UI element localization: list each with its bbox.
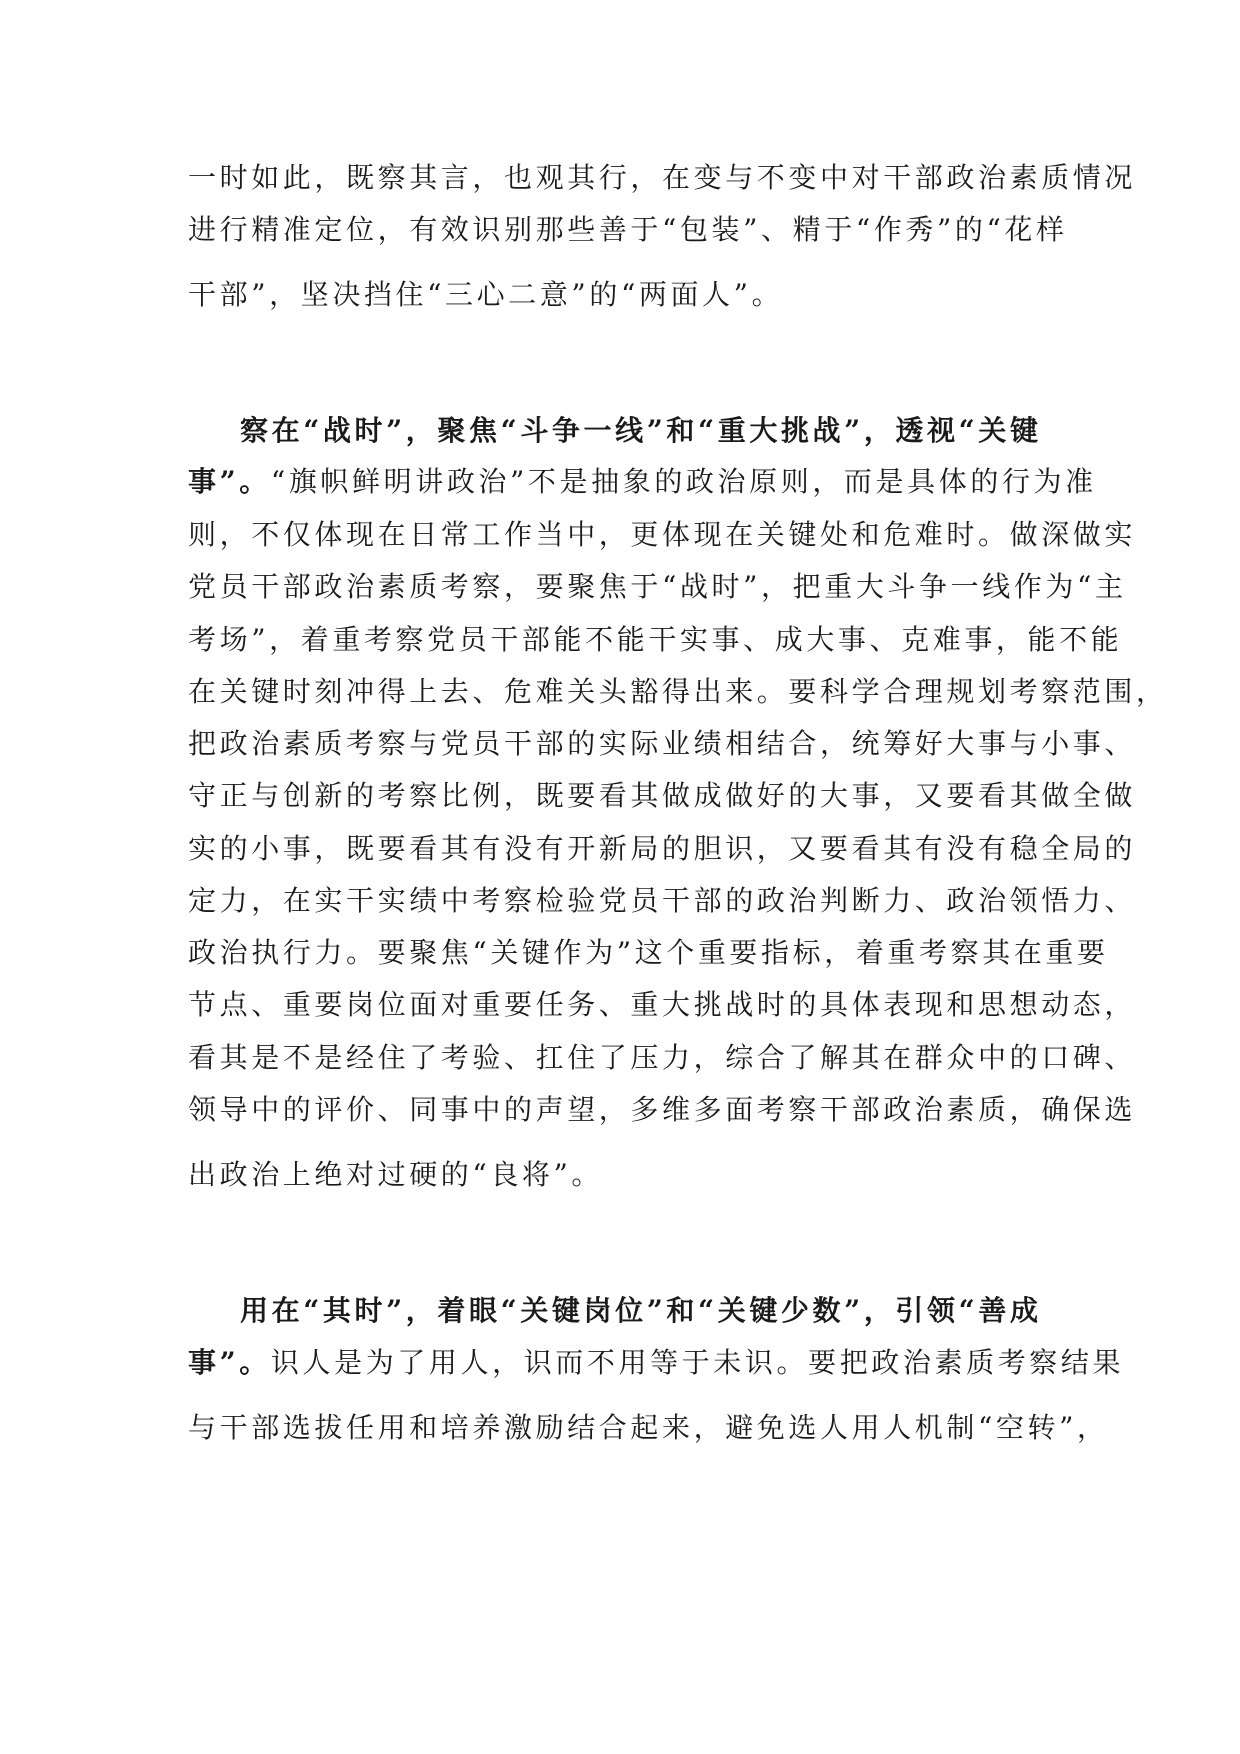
p2-line-4: 党员干部政治素质考察，要聚焦于“战时”，把重大斗争一线作为“主: [188, 570, 1127, 603]
p1-line-1: 一时如此，既察其言，也观其行，在变与不变中对干部政治素质情况: [188, 161, 1137, 194]
p2-line-9: 实的小事，既要看其有没有开新局的胆识，又要看其有没有稳全局的: [188, 832, 1137, 865]
p2-line-12: 节点、重要岗位面对重要任务、重大挑战时的具体表现和思想动态，: [188, 988, 1137, 1021]
p2-line-5: 考场”，着重考察党员干部能不能干实事、成大事、克难事，能不能: [188, 623, 1123, 656]
p1-line-2: 进行精准定位，有效识别那些善于“包装”、精于“作秀”的“花样: [188, 213, 1068, 246]
p3-line-2: [188, 1343, 1125, 1383]
p2-line-3: 则，不仅体现在日常工作当中，更体现在关键处和危难时。做深做实: [188, 518, 1137, 551]
p3-heading-line: 用在“其时”，着眼“关键岗位”和“关键少数”，引领“善成: [240, 1294, 1042, 1327]
p3-line-2-text: 识人是为了用人，识而不用等于未识。要把政治素质考察结果: [270, 1346, 1125, 1379]
p1-line-3: 干部”，坚决挡住“三心二意”的“两面人”。: [188, 278, 784, 311]
p2-heading-line: 察在“战时”，聚焦“斗争一线”和“重大挑战”，透视“关键: [240, 414, 1042, 447]
p2-line-14: 领导中的评价、同事中的声望，多维多面考察干部政治素质，确保选: [188, 1093, 1137, 1126]
p2-line-7: 把政治素质考察与党员干部的实际业绩相结合，统筹好大事与小事、: [188, 727, 1137, 760]
p3-heading-end: 事”。: [188, 1346, 271, 1379]
p2-heading-end: 事”。: [188, 465, 271, 498]
p2-line-15: 出政治上绝对过硬的“良将”。: [188, 1158, 604, 1191]
p2-line-8: 守正与创新的考察比例，既要看其做成做好的大事，又要看其做全做: [188, 779, 1137, 812]
p3-line-3: 与干部选拔任用和培养激励结合起来，避免选人用人机制“空转”，: [188, 1411, 1109, 1444]
p2-line-2: [188, 462, 1097, 502]
p2-line-2-text: “旗帜鲜明讲政治”不是抽象的政治原则，而是具体的行为准: [270, 465, 1097, 498]
p2-line-11: 政治执行力。要聚焦“关键作为”这个重要指标，着重考察其在重要: [188, 936, 1109, 969]
p2-line-10: 定力，在实干实绩中考察检验党员干部的政治判断力、政治领悟力、: [188, 884, 1137, 917]
p2-line-13: 看其是不是经住了考验、扛住了压力，综合了解其在群众中的口碑、: [188, 1041, 1137, 1074]
p2-line-6: 在关键时刻冲得上去、危难关头豁得出来。要科学合理规划考察范围，: [188, 675, 1168, 708]
